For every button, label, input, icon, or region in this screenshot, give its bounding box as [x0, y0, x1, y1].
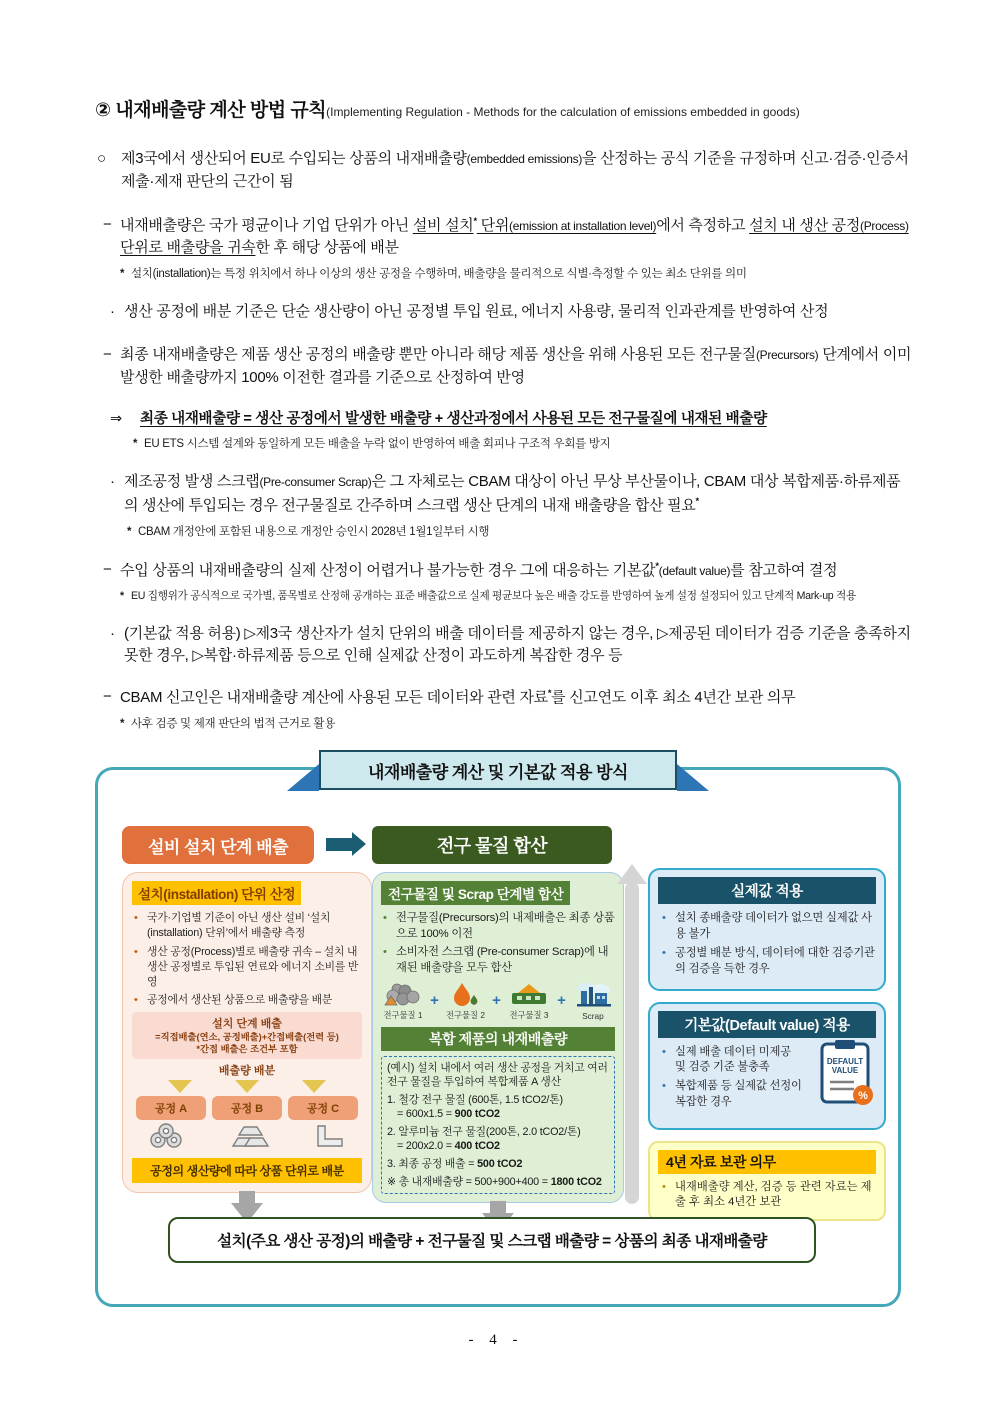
paragraph [103, 686, 914, 710]
bullet-marker: ○ [97, 150, 106, 167]
composite-box-title: 복합 제품의 내재배출량 [381, 1027, 615, 1051]
bullet-item: • 국가·기업별 기준이 아닌 생산 설비 ‘설치(installation) 단위’에서 배출량 측정 [134, 911, 360, 941]
footnote [120, 589, 914, 605]
footnote-text: EU ETS 시스템 설계와 동일하게 모든 배출을 누락 없이 반영하여 배출 회피나 구조적 우회를 방지 [144, 437, 611, 450]
paragraph-text: 내재배출량은 국가 평균이나 기업 단위가 아닌 설비 설치* 단위(emission at installation level)에서 측정하고 설치 내 생산 공정(Process) 단위로 배출량을 귀속한 후 해당 상품에 배분 [120, 215, 909, 257]
values-column [648, 868, 886, 1221]
precursor-detail-box [372, 872, 624, 1203]
formula-line [110, 408, 914, 430]
installation-box-title: 설치(installation) 단위 산정 [132, 881, 301, 905]
allocation-arrows [132, 1080, 362, 1093]
actual-value-title: 실제값 적용 [658, 877, 876, 904]
installation-header: 설비 설치 단계 배출 [122, 826, 314, 864]
example-intro: (예시) 설치 내에서 여러 생산 공정을 거치고 여러 전구 물질을 투입하여 복합제품 A 생산 [387, 1061, 608, 1089]
paragraph-text: 수입 상품의 내재배출량의 실제 산정이 어렵거나 불가능한 경우 그에 대응하는 기본값*(default value)를 참고하여 결정 [120, 560, 838, 579]
retention-box [648, 1141, 886, 1222]
retention-bullets [662, 1180, 876, 1212]
footnote [120, 266, 914, 283]
diagram-title: 내재배출량 계산 및 기본값 적용 방식 [368, 762, 628, 782]
factory-scrap-icon [573, 981, 613, 1021]
page-number: - 4 - [468, 1332, 524, 1348]
bullet-marker: · [110, 473, 115, 491]
title-korean: ② 내재배출량 계산 방법 규칙 [95, 100, 327, 121]
bullet-item: • 소비자전 스크랩 (Pre-consumer Scrap)에 내재된 배출량을 모두 합산 [383, 945, 615, 976]
plus-sign: + [557, 991, 566, 1009]
bullet-item: • 실제 배출 데이터 미제공 및 검증 기준 불충족 [662, 1045, 802, 1077]
icon-label: Scrap [582, 1010, 604, 1021]
icon-label: 전구물질 1 [383, 1009, 423, 1020]
bullet-marker: · [110, 303, 115, 321]
ore-pile-icon [383, 981, 423, 1021]
note-line: 설치 단계 배출 [212, 1017, 282, 1030]
bullet-item: • 설치 종배출량 데이터가 없으면 실제값 사용 불가 [662, 911, 876, 943]
angle-steel-icon [308, 1123, 348, 1154]
process-box: 공정 B [212, 1096, 282, 1120]
retention-title: 4년 자료 보관 의무 [658, 1150, 876, 1174]
note-line: =직접배출(연소, 공정배출)+간접배출(전력 등) [155, 1031, 339, 1042]
paragraph-text: 생산 공정에 배분 기준은 단순 생산량이 아닌 공정별 투입 원료, 에너지 사용량, 물리적 인과관계를 반영하여 산정 [124, 303, 829, 321]
process-box: 공정 A [136, 1096, 206, 1120]
bullet-marker: · [110, 624, 115, 642]
paragraph-text: CBAM 신고인은 내재배출량 계산에 사용된 모든 데이터와 관련 자료*를 신고연도 이후 최소 4년간 보관 의무 [120, 688, 796, 707]
bullet-item: • 공정에서 생산된 상품으로 배출량을 배분 [134, 993, 360, 1008]
paragraph [110, 301, 914, 324]
precursor-box-title: 전구물질 및 Scrap 단계별 합산 [381, 881, 570, 905]
precursor-icons-row [381, 981, 615, 1021]
page-title [95, 95, 914, 122]
embedded-emissions-diagram [95, 762, 901, 1307]
footnote-text: 사후 검증 및 제재 판단의 법적 근거로 활용 [131, 718, 336, 731]
up-arrow-icon [625, 882, 639, 1204]
installation-bullets [134, 911, 360, 1008]
bullet-item: • 공정별 배분 방식, 데이터에 대한 검증기관의 검증을 득한 경우 [662, 946, 876, 978]
formula-text: 최종 내재배출량 = 생산 공정에서 발생한 배출량 + 생산과정에서 사용된 모든 전구물질에 내재된 배출량 [140, 410, 767, 427]
paragraph [110, 623, 914, 669]
diagram-title-banner [319, 750, 677, 790]
right-arrow-icon [326, 838, 352, 851]
footnote-text: CBAM 개정안에 포함된 내용으로 개정안 승인시 2028년 1월1일부터 시행 [138, 525, 490, 538]
footnote-marker: * [120, 589, 124, 602]
footnote-marker: * [133, 437, 138, 450]
svg-text:DEFAULT: DEFAULT [826, 1056, 864, 1066]
composite-example-box [381, 1056, 615, 1195]
down-arrow-icon [302, 1080, 326, 1093]
precursor-column [372, 826, 624, 1233]
footnote-text: 설치(installation)는 특정 위치에서 하나 이상의 생산 공정을 수행하며, 배출량을 물리적으로 식별·측정할 수 있는 최소 단위를 의미 [131, 268, 747, 281]
example-line: 3. 최종 공정 배출 = 500 tCO2 [387, 1157, 523, 1170]
footnote [133, 436, 914, 453]
allocation-rule-box: 공정의 생산량에 따라 상품 단위로 배분 [132, 1158, 362, 1183]
svg-text:%: % [858, 1089, 868, 1102]
bullet-marker: − [103, 346, 112, 364]
bullet-item: • 복합제품 등 실제값 선정이 복잡한 경우 [662, 1079, 802, 1111]
svg-text:VALUE: VALUE [831, 1065, 859, 1075]
paragraph [103, 344, 914, 390]
process-box: 공정 C [288, 1096, 358, 1120]
footnote-marker: * [127, 525, 132, 538]
paragraph-text: (기본값 적용 허용) ▷제3국 생산자가 설치 단위의 배출 데이터를 제공하지 않는 경우, ▷제공된 데이터가 검증 기준을 충족하지 못한 경우, ▷복합·하류제품 등으로 인해 실제값 산정이 과도하게 복잡한 경우 등 [124, 624, 911, 665]
paragraph [97, 148, 914, 194]
note-line: *간접 배출은 조건부 포함 [196, 1044, 298, 1055]
clipboard-percent-icon [818, 1038, 876, 1113]
final-formula-text: 설치(주요 생산 공정)의 배출량 + 전구물질 및 스크랩 배출량 = 상품의 최종 내재배출량 [217, 1233, 767, 1251]
bullet-item: • 전구물질(Precursors)의 내제배출은 최종 상품으로 100% 이전 [383, 911, 615, 942]
product-icons-row [132, 1123, 362, 1154]
bullet-item: • 생산 공정(Process)별로 배출량 귀속 – 설치 내 생산 공정별로 투입된 연료와 에너지 소비를 반영 [134, 945, 360, 990]
example-calc: = 600x1.5 = 900 tCO2 [397, 1108, 500, 1121]
default-value-title: 기본값(Default value) 적용 [658, 1011, 876, 1038]
footnote [120, 716, 914, 733]
bullet-marker: − [103, 215, 112, 233]
arrow-marker: ⇒ [110, 410, 122, 427]
pipes-icon [146, 1123, 190, 1154]
paragraph-text: 제조공정 발생 스크랩(Pre-consumer Scrap)은 그 자체로는 CBAM 대상이 아닌 무상 부산물이나, CBAM 대상 복합제품·하류제품의 생산에 투입되는 경우 전구물질로 간주하며 스크랩 생산 단계의 내재 배출량을 합산 필요* [124, 473, 901, 514]
installation-detail-box [122, 872, 372, 1193]
precursor-header: 전구 물질 합산 [372, 826, 612, 864]
bullet-item: • 내재배출량 계산, 검증 등 관련 자료는 제출 후 최소 4년간 보관 [662, 1180, 876, 1212]
precursor-bullets [383, 911, 615, 976]
installation-column [122, 826, 372, 1223]
paragraph [103, 559, 914, 583]
default-value-bullets [662, 1045, 802, 1111]
example-line: 2. 알루미늄 전구 물질(200톤, 2.0 tCO2/톤) [387, 1125, 581, 1138]
icon-label: 전구물질 2 [445, 1009, 485, 1020]
example-calc: = 200x2.0 = 400 tCO2 [397, 1140, 500, 1153]
allocation-label: 배출량 배분 [218, 1065, 276, 1078]
example-line: 1. 철강 전구 물질 (600톤, 1.5 tCO2/톤) [387, 1093, 563, 1106]
ingots-icon [227, 1123, 271, 1154]
actual-value-bullets [662, 911, 876, 977]
plant-icon [508, 981, 550, 1021]
final-formula-bar [168, 1217, 816, 1263]
paragraph [110, 471, 914, 518]
paragraph [103, 214, 914, 261]
plus-sign: + [430, 991, 439, 1009]
footnote-marker: * [120, 718, 125, 731]
plus-sign: + [492, 991, 501, 1009]
footnote-marker: * [120, 268, 125, 281]
footnote-text: EU 집행위가 공식적으로 국가별, 품목별로 산정해 공개하는 표준 배출값으로 실제 평균보다 높은 배출 강도를 반영하여 높게 설정 설정되어 있고 단계적 Mark-up 적용 [131, 589, 856, 602]
bullet-marker: − [103, 688, 112, 706]
bullet-marker: − [103, 560, 112, 578]
example-total: ※ 총 내재배출량 = 500+900+400 = 1800 tCO2 [387, 1175, 602, 1188]
actual-value-box [648, 868, 886, 990]
banner-right-ribbon-icon [677, 764, 709, 791]
icon-label: 전구물질 3 [509, 1009, 549, 1020]
down-arrow-icon [168, 1080, 192, 1093]
installation-emissions-note [132, 1012, 362, 1059]
banner-left-ribbon-icon [287, 764, 319, 791]
oil-drop-icon [446, 981, 485, 1021]
title-english: (Implementing Regulation - Methods for the calculation of emissions embedded in goods) [326, 105, 800, 119]
down-arrow-icon [235, 1080, 259, 1093]
paragraph-text: 최종 내재배출량은 제품 생산 공정의 배출량 뿐만 아니라 해당 제품 생산을 위해 사용된 모든 전구물질(Precursors) 단계에서 이미 발생한 배출량까지 100% 이전한 결과를 기준으로 산정하여 반영 [120, 346, 912, 387]
default-value-box [648, 1002, 886, 1130]
process-row [132, 1096, 362, 1120]
paragraph-text: 제3국에서 생산되어 EU로 수입되는 상품의 내재배출량(embedded emissions)을 산정하는 공식 기준을 규정하며 신고·검증·인증서 제출·제재 판단의 근간이 됨 [121, 150, 909, 190]
footnote [127, 524, 914, 541]
